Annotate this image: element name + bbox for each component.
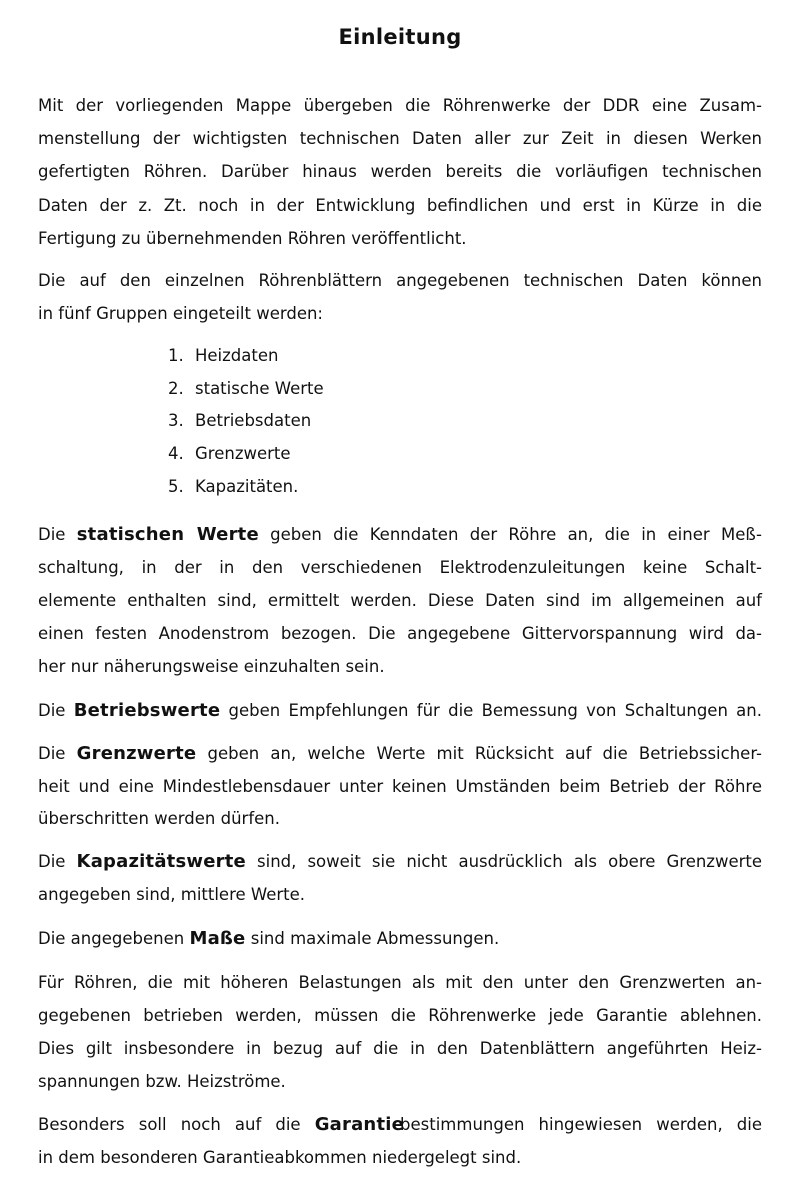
paragraph-1-line-3: gefertigten Röhren. Darüber hinaus werden bereits die vorläufigen technischen [38, 162, 762, 181]
text-span: geben Empfehlungen für die Bemessung von Schaltungen an. [228, 701, 762, 720]
list-item-number: 5. [168, 477, 184, 496]
paragraph-5-line-1 [38, 743, 762, 765]
paragraph-3-line-5: her nur näherungsweise einzuhalten sein. [38, 657, 385, 676]
paragraph-1-line-2: menstellung der wichtigsten technischen Daten aller zur Zeit in diesen Werken [38, 129, 762, 148]
paragraph-3-line-4: einen festen Anodenstrom bezogen. Die angegebene Gittervorspannung wird da- [38, 624, 762, 643]
paragraph-3-line-3: elemente enthalten sind, ermittelt werden. Diese Daten sind im allgemeinen auf [38, 591, 762, 610]
paragraph-3-line-1 [38, 524, 762, 546]
text-span: Die [38, 701, 66, 720]
text-span: geben die Kenndaten der Röhre an, die in einer Meß- [270, 525, 763, 544]
paragraph-8-line-4: spannungen bzw. Heizströme. [38, 1072, 286, 1091]
paragraph-8-line-3: Dies gilt insbesondere in bezug auf die in den Datenblättern angeführten Heiz- [38, 1039, 762, 1058]
text-span: sind maximale Abmessungen. [250, 929, 500, 948]
list-item-label: Grenzwerte [195, 444, 291, 463]
list-item-number: 4. [168, 444, 184, 463]
text-span: Die angegebenen [38, 929, 185, 948]
list-item-number: 3. [168, 411, 184, 430]
paragraph-6-line-1 [38, 851, 762, 873]
list-item [168, 476, 298, 498]
text-span: Besonders soll noch auf die [38, 1115, 301, 1134]
list-item-number: 2. [168, 379, 184, 398]
list-item [168, 443, 291, 465]
page-title: Einleitung [338, 25, 462, 49]
emphasis-garantie: Garantie [314, 1114, 405, 1135]
list-item [168, 410, 311, 432]
text-span: Die [38, 852, 66, 871]
paragraph-8-line-2: gegebenen betrieben werden, müssen die Röhrenwerke jede Garantie ablehnen. [38, 1006, 762, 1025]
emphasis-masse: Maße [189, 928, 246, 949]
emphasis-grenzwerte: Grenzwerte [76, 743, 197, 764]
paragraph-1-line-5: Fertigung zu übernehmenden Röhren veröffentlicht. [38, 229, 467, 248]
text-span: Die [38, 744, 66, 763]
paragraph-8-line-1: Für Röhren, die mit höheren Belastungen als mit den unter den Grenzwerten an- [38, 973, 762, 992]
list-item-label: Heizdaten [195, 346, 279, 365]
paragraph-7-line-1 [38, 928, 762, 950]
text-span: Die [38, 525, 66, 544]
text-span: bestimmungen hingewiesen werden, die [400, 1115, 762, 1134]
text-span: sind, soweit sie nicht ausdrücklich als obere Grenzwerte [257, 852, 763, 871]
list-item-label: Betriebsdaten [195, 411, 312, 430]
list-item-number: 1. [168, 346, 184, 365]
list-item [168, 345, 278, 367]
list-item [168, 378, 324, 400]
paragraph-5-line-2: heit und eine Mindestlebensdauer unter keinen Umständen beim Betrieb der Röhre [38, 777, 762, 796]
emphasis-kapazitaetswerte: Kapazitätswerte [76, 851, 246, 872]
list-item-label: statische Werte [195, 379, 324, 398]
paragraph-4-line-1 [38, 700, 762, 722]
paragraph-1-line-4: Daten der z. Zt. noch in der Entwicklung befindlichen und erst in Kürze in die [38, 196, 762, 215]
emphasis-betriebswerte: Betriebswerte [73, 700, 221, 721]
paragraph-9-line-1 [38, 1114, 762, 1136]
paragraph-2-line-2: in fünf Gruppen eingeteilt werden: [38, 304, 323, 323]
list-item-label: Kapazitäten. [195, 477, 299, 496]
emphasis-statische-werte: statischen Werte [76, 524, 259, 545]
paragraph-1-line-1: Mit der vorliegenden Mappe übergeben die Röhrenwerke der DDR eine Zusam- [38, 96, 762, 115]
paragraph-5-line-3: überschritten werden dürfen. [38, 809, 280, 828]
paragraph-6-line-2: angegeben sind, mittlere Werte. [38, 885, 306, 904]
text-span: geben an, welche Werte mit Rücksicht auf die Betriebssicher- [207, 744, 763, 763]
paragraph-9-line-2: in dem besonderen Garantieabkommen niedergelegt sind. [38, 1148, 522, 1167]
paragraph-3-line-2: schaltung, in der in den verschiedenen Elektrodenzuleitungen keine Schalt- [38, 558, 762, 577]
paragraph-2-line-1: Die auf den einzelnen Röhrenblättern angegebenen technischen Daten können [38, 271, 762, 290]
